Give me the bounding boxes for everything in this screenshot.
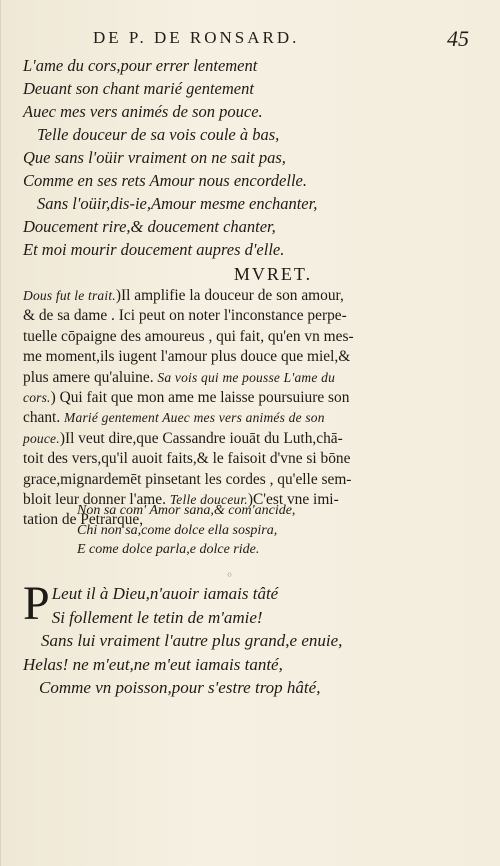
sonnet-line: Si follement le tetin de m'amie! — [51, 607, 263, 627]
sonnet-line: Leut il à Dieu,n'auoir iamais tâté — [51, 584, 279, 603]
verse-line: Et moi mourir doucement aupres d'elle. — [23, 240, 285, 259]
commentary-text — [23, 286, 471, 531]
commentary-span: ) Qui fait que mon ame me laisse poursuiure son — [50, 389, 350, 407]
commentary-span: plus amere qu'aluine. — [23, 368, 154, 386]
verse-line: Auec mes vers animés de son pouce. — [23, 102, 263, 121]
commentary-span: tuelle cōpaigne des amoureus , qui fait, qu'en vn mes- — [23, 327, 354, 345]
page-number: 45 — [447, 26, 469, 51]
commentary-span: )Il amplifie la douceur de son amour, — [115, 287, 344, 304]
commentary-line — [23, 449, 471, 469]
petrarch-quotation — [77, 501, 295, 560]
verse-line: Deuant son chant marié gentement — [23, 79, 254, 98]
commentary-line — [23, 286, 471, 306]
commentary-line — [23, 347, 471, 367]
sonnet-block — [23, 577, 343, 700]
lemma: Sa vois qui me pousse L'ame du — [157, 369, 336, 385]
running-head: DE P. DE RONSARD. — [93, 28, 300, 47]
commentary-line — [23, 327, 471, 347]
lemma: Dous fut le trait. — [23, 288, 116, 303]
commentary-span: grace,mignardemēt pinsetant les cordes , qu'elle sem- — [23, 470, 352, 488]
lemma: cors. — [23, 390, 51, 406]
lemma: Telle douceur. — [169, 492, 248, 508]
commentary-line — [23, 368, 471, 388]
commentary-line — [23, 388, 471, 408]
commentary-span: & de sa dame . Ici peut on noter l'inconstance perpe- — [23, 307, 347, 325]
commentary-line — [23, 470, 471, 490]
verse-line: Doucement rire,& doucement chanter, — [23, 217, 276, 236]
commentary-span: me moment,ils iugent l'amour plus douce que miel,& — [23, 348, 351, 366]
commentary-span: )C'est vne imi- — [247, 491, 339, 509]
commentary-span: toit des vers,qu'il auoit faits,& le faisoit d'vne si bōne — [23, 450, 351, 468]
commentary-line — [23, 306, 471, 326]
sonnet-line: Helas! ne m'eut,ne m'eut iamais tanté, — [23, 654, 283, 674]
lemma: Marié gentement Auec mes vers animés de son — [64, 410, 325, 426]
commentary-heading — [1, 264, 500, 285]
commentary-span: )Il veut dire,que Cassandre iouāt du Luth,chā- — [59, 429, 343, 447]
verse-line: Que sans l'oüir vraiment on ne sait pas, — [23, 148, 286, 167]
commentary-line — [23, 429, 471, 449]
commentary-line — [23, 408, 471, 428]
quotation-line: Chi non sa,come dolce ella sospira, — [77, 522, 278, 538]
commentary-span: bloit leur donner l'ame. — [23, 491, 166, 509]
commentary-span: chant. — [23, 409, 61, 427]
bleed-through-mark: ◦ — [226, 568, 234, 582]
verse-line: Sans l'oüir,dis-ie,Amour mesme enchanter, — [37, 194, 318, 213]
verse-line: Comme en ses rets Amour nous encordelle. — [23, 171, 307, 190]
verse-line: L'ame du cors,pour errer lentement — [23, 56, 258, 75]
sonnet-line: Sans lui vraiment l'autre plus grand,e enuie, — [41, 631, 343, 651]
drop-cap: P — [23, 577, 50, 630]
quotation-line: E come dolce parla,e dolce ride. — [77, 542, 260, 558]
commentary-span: tation de Petrarque, — [23, 511, 144, 529]
lemma: pouce. — [23, 430, 60, 446]
verse-line: Telle douceur de sa vois coule à bas, — [37, 125, 280, 144]
commentary-heading-text: MVRET. — [233, 264, 313, 284]
sonnet-line: Comme vn poisson,pour s'estre trop hâté, — [39, 678, 321, 698]
quotation-line: Non sa com' Amor sana,& com'ancide, — [77, 503, 296, 518]
verse-block — [23, 54, 486, 261]
